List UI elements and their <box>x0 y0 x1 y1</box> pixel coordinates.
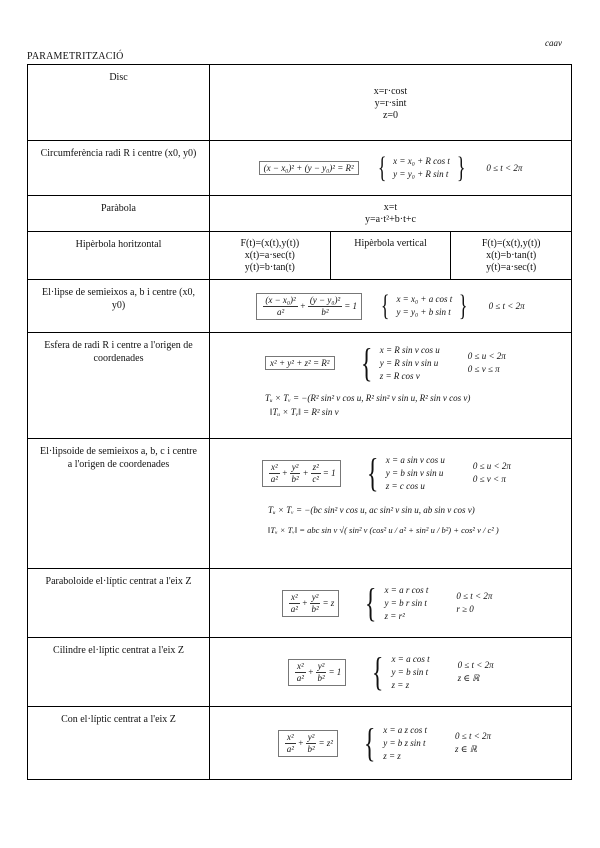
cross-product-norm: ‖Tᵤ × Tᵥ‖ = R² sin v <box>270 407 339 417</box>
horizontal-hyperbola-formula <box>210 232 331 280</box>
right-brace-icon: } <box>456 151 466 184</box>
table-row <box>28 65 572 141</box>
row-label: El·lipsoide de semieixos a, b, c i centre a l'origen de coordenades <box>28 439 210 569</box>
author-initials: caav <box>545 38 562 48</box>
row-label: Disc <box>28 65 210 141</box>
parametric-system <box>360 720 428 765</box>
formula-line: y(t)=a·sec(t) <box>486 262 537 273</box>
implicit-equation: $\frac{\text{x²}}{\text{a²}}$ + $\frac{\text{y²}}{\text{b²}}$ = z <box>282 590 339 617</box>
circumference-formula <box>210 141 572 196</box>
formula-line: y = b sin v sin u <box>385 467 444 478</box>
parabola-formula <box>210 196 572 232</box>
parameter-range: 0 ≤ u < 2π 0 ≤ v ≤ π <box>467 351 506 374</box>
disc-formula <box>210 65 572 141</box>
parametrization-table <box>27 64 572 780</box>
parameter-range: 0 ≤ u < 2π 0 ≤ v < π <box>472 461 511 484</box>
table-row <box>28 333 572 439</box>
sphere-formula <box>210 333 572 439</box>
formula-line: y = y₀ + R sin t <box>393 169 449 179</box>
implicit-equation: $\frac{\text{x²}}{\text{a²}}$ + $\frac{\text{y²}}{\text{b²}}$ = z² <box>278 730 338 757</box>
formula-line: y=r·sint <box>374 98 407 109</box>
parameter-range: 0 ≤ t < 2π r ≥ 0 <box>456 591 493 614</box>
parameter-range: 0 ≤ t < 2π <box>486 162 523 173</box>
vertical-hyperbola-formula <box>451 232 572 280</box>
implicit-equation: (x − x₀)² + (y − y₀)² = R² <box>259 161 359 175</box>
formula-line: x = a sin v cos u <box>385 454 445 465</box>
row-label: Esfera de radi R i centre a l'origen de coordenades <box>28 333 210 439</box>
formula-line: x=r·cost <box>373 86 408 97</box>
formula-line: x = x₀ + R cos t <box>393 156 450 166</box>
table-row <box>28 141 572 196</box>
formula-line: y = y₀ + b sin t <box>396 307 451 317</box>
formula-line: F(t)=(x(t),y(t)) <box>240 238 300 249</box>
parametric-system <box>357 340 440 385</box>
left-brace-icon: { <box>372 649 384 694</box>
right-brace-icon: } <box>459 289 468 322</box>
left-brace-icon: { <box>380 289 390 322</box>
parametric-system <box>368 649 430 694</box>
row-label: Circumferència radi R i centre (x0, y0) <box>28 141 210 196</box>
formula-line: x = a r cos t <box>384 584 429 595</box>
cross-product-norm: ‖Tᵤ × Tᵥ‖ = abc sin v √( sin² v (cos² u / a² + sin² u / b²) + cos² v / c² ) <box>268 525 499 535</box>
left-brace-icon: { <box>365 580 377 625</box>
formula-line: x = a z cos t <box>383 724 428 735</box>
formula-line: y = b z sin t <box>383 737 426 748</box>
formula-line: z=0 <box>382 110 399 121</box>
ellipsoid-formula <box>210 439 572 569</box>
page-title: PARAMETRITZACIÓ <box>27 51 124 62</box>
formula-line: x = R sin v cos u <box>379 344 440 355</box>
formula-line: y(t)=b·tan(t) <box>244 262 295 273</box>
table-row <box>28 196 572 232</box>
row-label: Hipèrbola vertical <box>330 232 451 280</box>
cylinder-formula <box>210 638 572 707</box>
formula-line: y = b r sin t <box>384 597 427 608</box>
row-label: Con el·líptic centrat a l'eix Z <box>28 707 210 780</box>
parameter-range: 0 ≤ t < 2π z ∈ ℝ <box>457 660 494 683</box>
left-brace-icon: { <box>360 340 372 385</box>
implicit-equation: x² + y² + z² = R² <box>265 356 335 370</box>
ellipse-formula <box>210 280 572 333</box>
paraboloid-formula <box>210 569 572 638</box>
formula-line: x(t)=a·sec(t) <box>244 250 295 261</box>
formula-line: x = a cos t <box>391 653 430 664</box>
parametric-system <box>363 450 445 495</box>
table-row <box>28 638 572 707</box>
implicit-equation: $\frac{\text{x²}}{\text{a²}}$ + $\frac{\text{y²}}{\text{b²}}$ = 1 <box>288 659 346 686</box>
formula-line: z = c cos u <box>385 480 425 491</box>
row-label: Paràbola <box>28 196 210 232</box>
table-row <box>28 707 572 780</box>
parametric-system <box>375 153 473 183</box>
formula-line: F(t)=(x(t),y(t)) <box>481 238 541 249</box>
formula-line: z = R cos v <box>379 370 420 381</box>
formula-line: z = z <box>391 679 410 690</box>
parametric-system <box>378 291 475 321</box>
left-brace-icon: { <box>363 720 376 765</box>
row-label: Cilindre el·líptic centrat a l'eix Z <box>28 638 210 707</box>
formula-line: z = r² <box>384 610 405 621</box>
parameter-range: 0 ≤ t < 2π z ∈ ℝ <box>455 731 492 754</box>
formula-line: x(t)=b·tan(t) <box>486 250 537 261</box>
row-label: El·lipse de semieixos a, b i centre (x0, y0) <box>28 280 210 333</box>
table-row <box>28 280 572 333</box>
row-label: Paraboloide el·líptic centrat a l'eix Z <box>28 569 210 638</box>
formula-line: y = R sin v sin u <box>379 357 439 368</box>
table-row <box>28 232 572 280</box>
formula-line: x = x₀ + a cos t <box>396 294 453 304</box>
table-row <box>28 439 572 569</box>
formula-line: y = b sin t <box>391 666 429 677</box>
implicit-equation: $\frac{\text{(x − x₀)²}}{\text{a²}}$ + $\frac{\text{(y − y₀)²}}{\text{b²}}$ = 1 <box>256 293 362 320</box>
row-label: Hipèrbola horitzontal <box>28 232 210 280</box>
parameter-range: 0 ≤ t < 2π <box>488 300 525 311</box>
implicit-equation: $\frac{\text{x²}}{\text{a²}}$ + $\frac{\text{y²}}{\text{b²}}$ + $\frac{\text{z²}}{\text{c²}}$ = 1 <box>262 460 341 487</box>
formula-line: x=t <box>383 202 398 213</box>
cross-product: Tᵤ × Tᵥ = −(bc sin² v cos u, ac sin² v sin u, ab sin v cos v) <box>268 505 475 515</box>
left-brace-icon: { <box>366 450 378 495</box>
table-row <box>28 569 572 638</box>
formula-line: z = z <box>383 750 401 761</box>
cone-formula <box>210 707 572 780</box>
cross-product: Tᵤ × Tᵥ = −(R² sin² v cos u, R² sin² v sin u, R² sin v cos v) <box>265 393 471 403</box>
formula-line: y=a·t²+b·t+c <box>364 214 416 225</box>
parametric-system <box>361 580 429 625</box>
left-brace-icon: { <box>377 151 387 184</box>
